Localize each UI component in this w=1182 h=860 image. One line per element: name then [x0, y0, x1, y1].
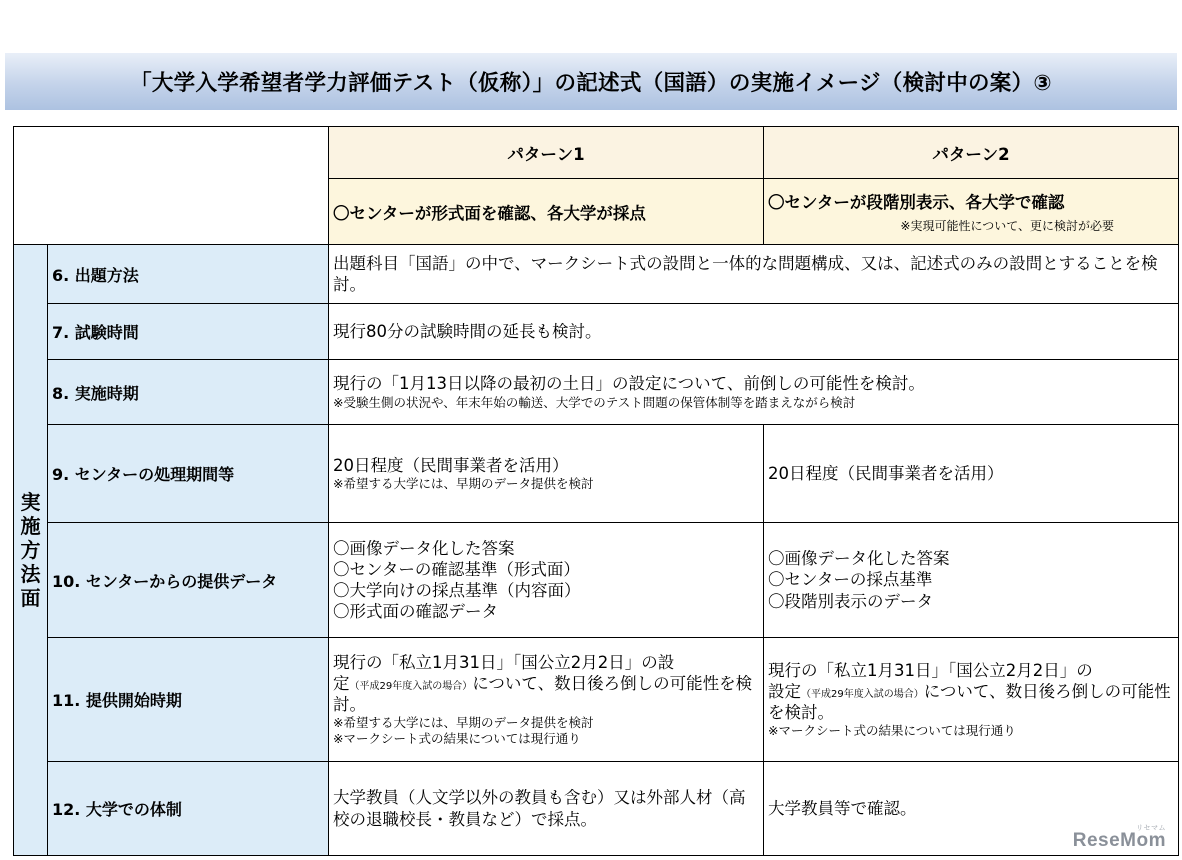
pattern1-cell	[329, 523, 764, 638]
cell-note: ※希望する大学には、早期のデータ提供を検討	[333, 715, 594, 731]
cell-note: ※希望する大学には、早期のデータ提供を検討	[333, 476, 594, 492]
row-label: 12. 大学での体制	[48, 762, 329, 856]
cell-text-small: （平成29年度入試の場合）	[801, 688, 924, 700]
cell-text-part: 現行の「私立1月31日」「国公立2月2日」の	[768, 660, 1093, 680]
pattern2-cell: 20日程度（民間事業者を活用）	[764, 425, 1179, 523]
table-row	[14, 523, 1179, 638]
cell-text-part: 定	[333, 673, 350, 693]
cell-text	[768, 660, 1174, 723]
cell-note: ※マークシート式の結果については現行通り	[333, 731, 581, 747]
cell-text: 20日程度（民間事業者を活用）	[333, 455, 569, 475]
header-row	[14, 127, 1179, 179]
implementation-table	[13, 126, 1179, 856]
pattern2-header: パターン2	[764, 127, 1179, 179]
list-item: 〇画像データ化した答案	[768, 549, 950, 569]
list-item: 〇画像データ化した答案	[333, 538, 515, 558]
side-char: 方	[20, 538, 41, 562]
list-item: 〇大学向けの採点基準（内容面）	[333, 581, 581, 600]
list-item: 〇センターの採点基準	[768, 570, 933, 590]
title-banner	[5, 53, 1177, 110]
pattern1-summary	[329, 179, 764, 245]
side-char: 面	[20, 586, 41, 610]
pattern2-cell	[764, 638, 1179, 762]
cell-text-small: （平成29年度入試の場合）	[349, 680, 473, 692]
list-item: 〇形式面の確認データ	[333, 602, 498, 622]
cell-text-part: について、数日後ろ倒しの可能性を検討。	[768, 681, 1171, 723]
cell-text-part: について、数日後ろ倒しの可能性を検討。	[333, 673, 753, 715]
list-item: 〇段階別表示のデータ	[768, 591, 933, 611]
pattern2-cell: 大学教員等で確認。	[764, 762, 1179, 856]
pattern2-summary	[764, 179, 1179, 245]
row-label: 8. 実施時期	[48, 360, 329, 425]
table-row	[14, 425, 1179, 523]
cell-text-part: 現行の「私立1月31日」「国公立2月2日」の設	[333, 652, 675, 672]
table-row	[14, 360, 1179, 425]
row-label: 11. 提供開始時期	[48, 638, 329, 762]
watermark-text: ReseMom	[1072, 830, 1166, 851]
pattern1-cell: 大学教員（人文学以外の教員も含む）又は外部人材（高校の退職校長・教員など）で採点。	[329, 762, 764, 856]
pattern1-cell	[329, 638, 764, 762]
cell-text	[333, 652, 759, 715]
row-merged-cell	[329, 360, 1179, 425]
list-item: 〇センターの確認基準（形式面）	[333, 559, 580, 579]
row-merged-cell: 現行80分の試験時間の延長も検討。	[329, 304, 1179, 360]
table-row	[14, 638, 1179, 762]
row-label: 6. 出題方法	[48, 245, 329, 304]
watermark-logo	[1072, 825, 1166, 852]
pattern2-summary-text: 〇センターが段階別表示、各大学で確認	[768, 193, 1065, 212]
page-title: 「大学入学希望者学力評価テスト（仮称）」の記述式（国語）の実施イメージ（検討中の案）③	[130, 71, 1052, 96]
row-text: 現行の「1月13日以降の最初の土日」の設定について、前倒しの可能性を検討。	[333, 374, 925, 394]
pattern1-header: パターン1	[329, 127, 764, 179]
row-label: 9. センターの処理期間等	[48, 425, 329, 523]
side-char: 実	[20, 490, 41, 514]
pattern2-cell	[764, 523, 1179, 638]
cell-note: ※マークシート式の結果については現行通り	[768, 723, 1016, 739]
table-row	[14, 245, 1179, 304]
pattern1-summary-text: 〇センターが形式面を確認、各大学が採点	[333, 203, 646, 223]
watermark-sub: リセマム	[1136, 825, 1166, 832]
side-label-implementation	[14, 245, 48, 856]
row-label: 10. センターからの提供データ	[48, 523, 329, 638]
table-row	[14, 304, 1179, 360]
row-merged-cell: 出題科目「国語」の中で、マークシート式の設問と一体的な問題構成、又は、記述式のみの設問とすることを検討。	[329, 245, 1179, 304]
side-char: 施	[20, 514, 41, 538]
pattern2-summary-note: ※実現可能性について、更に検討が必要	[900, 219, 1114, 233]
pattern1-cell	[329, 425, 764, 523]
header-blank-cell	[14, 127, 329, 245]
table-row	[14, 762, 1179, 856]
row-note: ※受験生側の状況や、年末年始の輸送、大学でのテスト問題の保管体制等を踏まえながら検討	[333, 394, 856, 410]
side-char: 法	[20, 562, 41, 586]
cell-text-part: 設定	[768, 681, 801, 701]
row-label: 7. 試験時間	[48, 304, 329, 360]
